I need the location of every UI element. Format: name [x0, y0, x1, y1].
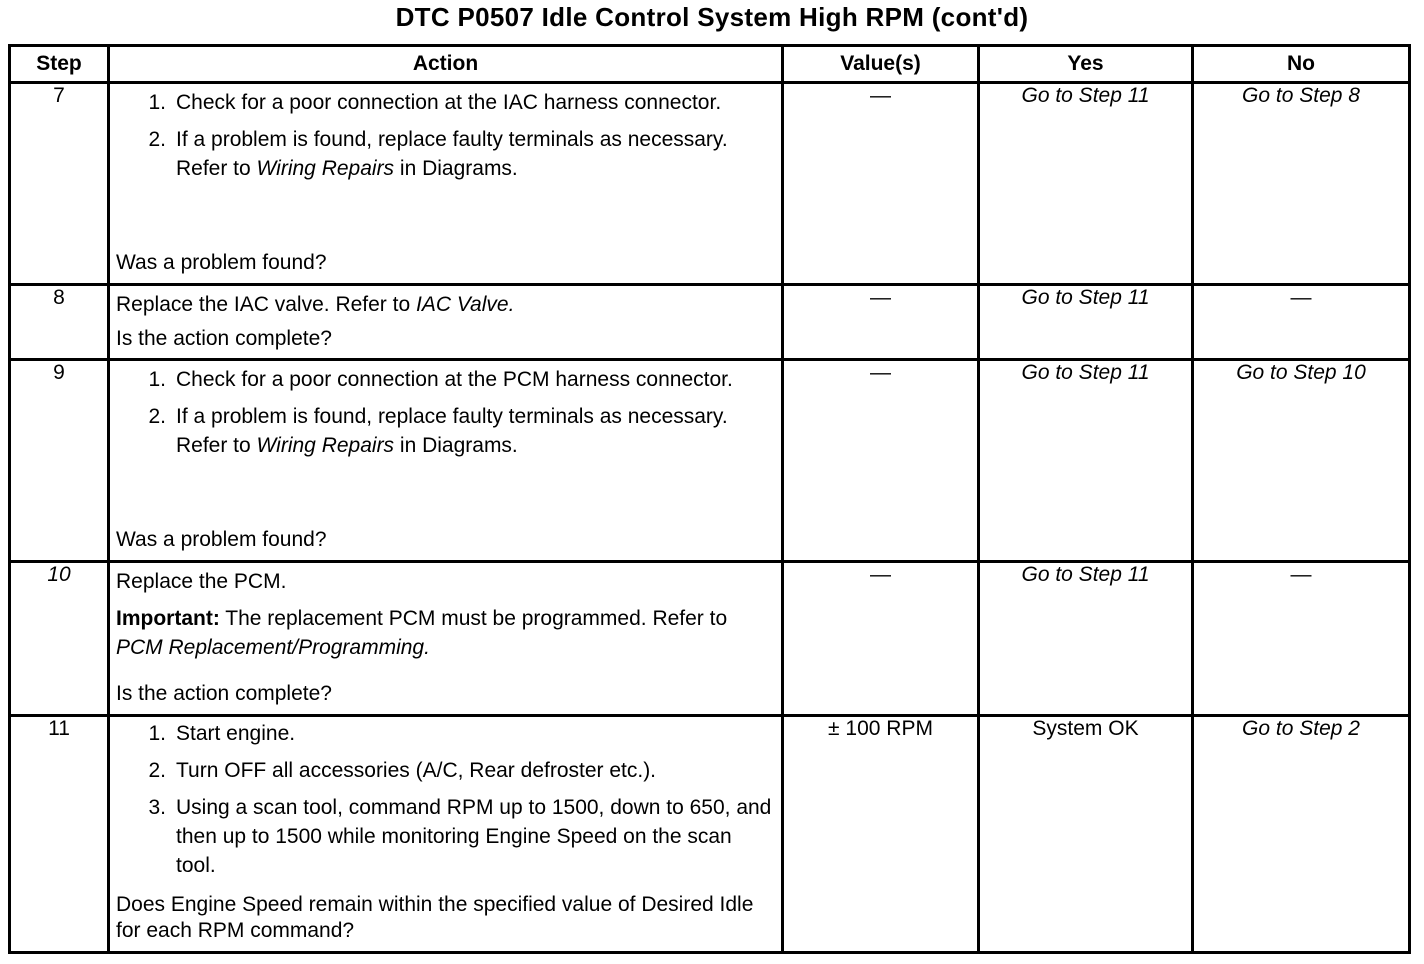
list-text [176, 402, 773, 460]
important-note [116, 604, 773, 662]
table-row [10, 360, 1410, 562]
header-yes: Yes [979, 46, 1193, 83]
no-cell: Go to Step 8 [1193, 83, 1410, 285]
value-cell: — [783, 285, 979, 360]
header-values: Value(s) [783, 46, 979, 83]
list-number: 1. [148, 368, 166, 391]
list-item [116, 719, 773, 748]
list-item [116, 125, 773, 183]
list-item [116, 365, 773, 394]
value-cell: — [783, 83, 979, 285]
list-item [116, 793, 773, 880]
table-row [10, 562, 1410, 716]
text-segment: If a problem is found, replace faulty terminals as necessary. Refer to [176, 405, 728, 457]
value-cell: — [783, 562, 979, 716]
reference-link-text: PCM Replacement/Programming. [116, 636, 430, 659]
yes-cell: Go to Step 11 [979, 562, 1193, 716]
page-title: DTC P0507 Idle Control System High RPM (cont'd) [395, 2, 1029, 32]
no-cell: Go to Step 10 [1193, 360, 1410, 562]
text-segment: Replace the IAC valve. Refer to [116, 293, 416, 316]
step-number: 7 [10, 83, 109, 285]
yes-cell: Go to Step 11 [979, 83, 1193, 285]
action-cell [109, 360, 783, 562]
reference-link-text: IAC Valve. [415, 293, 515, 316]
step-number: 9 [10, 360, 109, 562]
list-item [116, 88, 773, 117]
text-segment: The replacement PCM must be programmed. Refer to [219, 607, 728, 630]
value-cell: — [783, 360, 979, 562]
no-cell: Go to Step 2 [1193, 716, 1410, 953]
question-text: Does Engine Speed remain within the specified value of Desired Idle for each RPM command? [116, 893, 754, 942]
no-cell: — [1193, 285, 1410, 360]
list-text [176, 125, 773, 183]
action-text [116, 290, 773, 319]
action-cell [109, 83, 783, 285]
yes-cell: Go to Step 11 [979, 360, 1193, 562]
list-item [116, 402, 773, 460]
text-segment: in Diagrams. [394, 434, 518, 457]
list-text: Start engine. [176, 722, 296, 745]
no-cell: — [1193, 562, 1410, 716]
question-text: Was a problem found? [116, 251, 327, 274]
list-number: 2. [148, 405, 166, 428]
header-row [10, 46, 1410, 83]
question-text: Is the action complete? [116, 682, 332, 705]
list-item [116, 756, 773, 785]
yes-cell: System OK [979, 716, 1193, 953]
yes-cell: Go to Step 11 [979, 285, 1193, 360]
text-segment: If a problem is found, replace faulty terminals as necessary. Refer to [176, 128, 728, 180]
header-step: Step [10, 46, 109, 83]
list-text: Using a scan tool, command RPM up to 1500, down to 650, and then up to 1500 while monitoring Engine Speed on the scan tool. [176, 796, 772, 877]
step-number: 10 [10, 562, 109, 716]
action-cell [109, 716, 783, 953]
table-row [10, 83, 1410, 285]
list-number: 3. [148, 796, 166, 819]
reference-link-text: Wiring Repairs [256, 157, 395, 180]
action-text: Replace the PCM. [116, 570, 287, 593]
question-text: Was a problem found? [116, 528, 327, 551]
list-number: 2. [148, 759, 166, 782]
list-number: 1. [148, 91, 166, 114]
action-cell [109, 285, 783, 360]
header-no: No [1193, 46, 1410, 83]
list-text: Check for a poor connection at the PCM harness connector. [176, 368, 733, 391]
text-segment: in Diagrams. [394, 157, 518, 180]
list-number: 1. [148, 722, 166, 745]
header-action: Action [109, 46, 783, 83]
reference-link-text: Wiring Repairs [256, 434, 395, 457]
list-text: Turn OFF all accessories (A/C, Rear defroster etc.). [176, 759, 657, 782]
action-cell [109, 562, 783, 716]
diagnostic-table [8, 44, 1411, 954]
question-text: Is the action complete? [116, 327, 332, 350]
step-number: 11 [10, 716, 109, 953]
table-row [10, 285, 1410, 360]
step-number: 8 [10, 285, 109, 360]
list-number: 2. [148, 128, 166, 151]
table-row [10, 716, 1410, 953]
important-label: Important: [116, 607, 220, 630]
list-text: Check for a poor connection at the IAC harness connector. [176, 91, 722, 114]
value-cell: ± 100 RPM [783, 716, 979, 953]
